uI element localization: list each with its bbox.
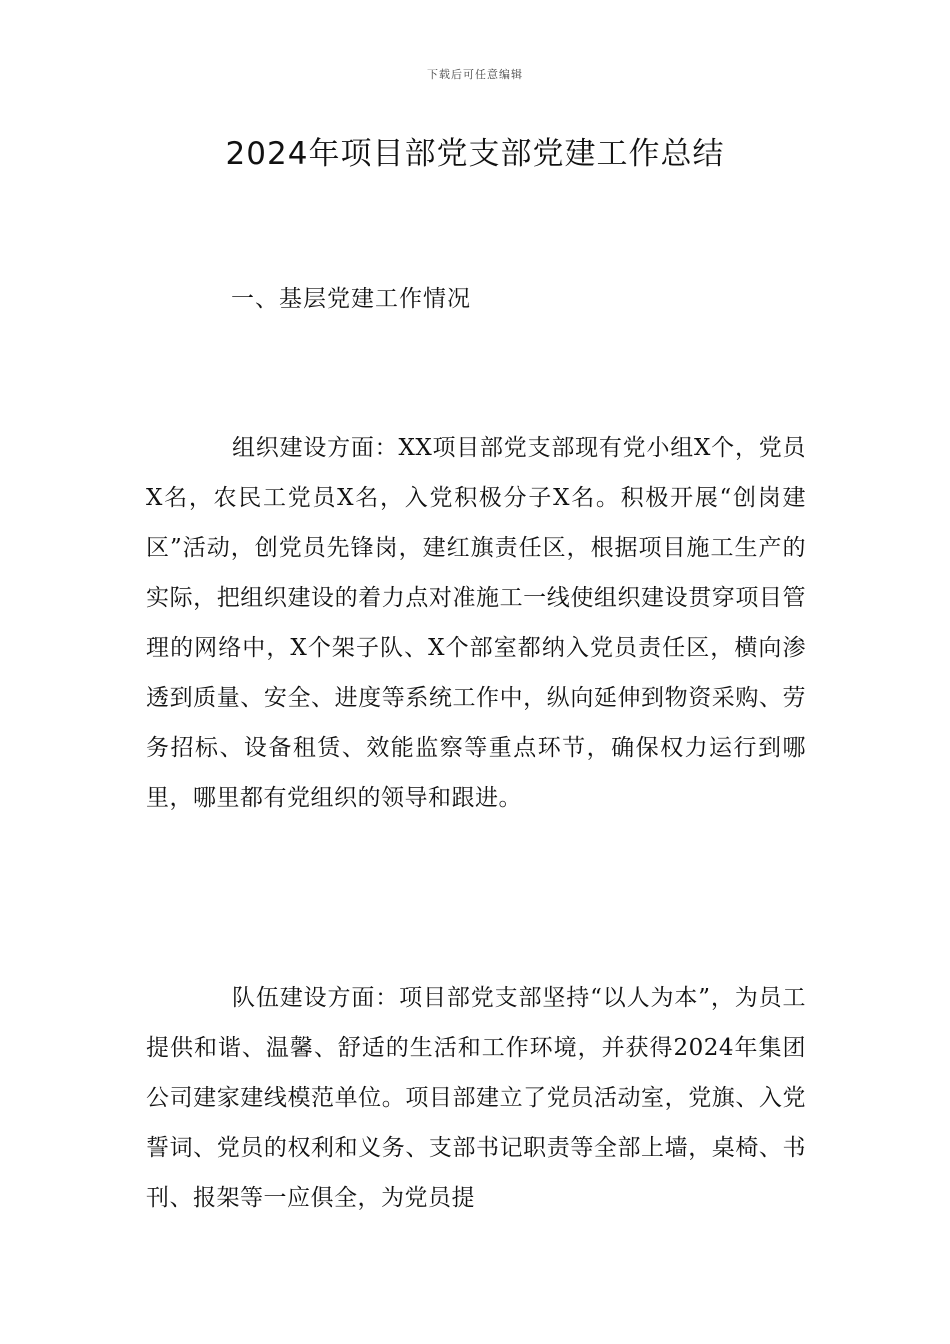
document-title: 2024年项目部党支部党建工作总结 [225, 136, 725, 172]
section-heading: 一、基层党建工作情况 [231, 286, 471, 312]
paragraph-team-building: 队伍建设方面：项目部党支部坚持“以人为本”，为员工提供和谐、温馨、舒适的生活和工作环境，并获得2024年集团公司建家建线模范单位。项目部建立了党员活动室，党旗、入党誓词、党员的权利和义务、支部书记职责等全部上墙，桌椅、书刊、报架等一应俱全，为党员提 [146, 985, 806, 1211]
paragraph-organization-building: 组织建设方面：XX项目部党支部现有党小组X个，党员X名，农民工党员X名，入党积极分子X名。积极开展“创岗建区”活动，创党员先锋岗，建红旗责任区，根据项目施工生产的实际，把组织建设的着力点对准施工一线使组织建设贯穿项目管理的网络中，X个架子队、X个部室都纳入党员责任区，横向渗透到质量、安全、进度等系统工作中，纵向延伸到物资采购、劳务招标、设备租赁、效能监察等重点环节，确保权力运行到哪里，哪里都有党组织的领导和跟进。 [146, 435, 806, 811]
header-note: 下载后可任意编辑 [427, 68, 523, 81]
